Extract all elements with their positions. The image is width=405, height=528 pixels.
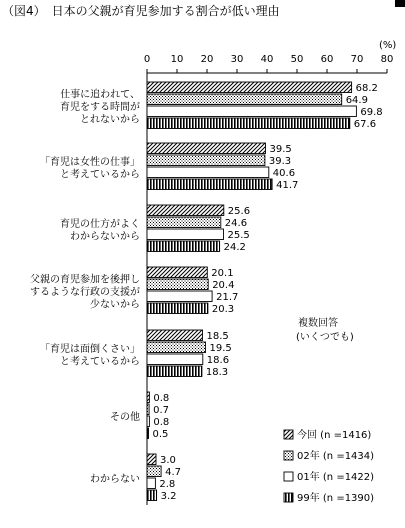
value-label: 25.5 [227,230,250,241]
annotation [296,316,354,343]
bar [147,241,220,252]
annotation-line-1: 複数回答 [298,318,338,329]
x-tick-label: 70 [350,54,364,65]
category-label: 「育児は面倒くさい」 [40,343,140,355]
x-tick-label: 20 [200,54,214,65]
bar [147,94,342,105]
value-label: 3.0 [160,455,176,466]
category-label: わからない [90,474,140,485]
bar [147,106,356,117]
bar [147,167,269,178]
bar [147,466,161,477]
annotation-line-2: (いくつでも) [296,332,354,343]
value-label: 25.6 [227,206,251,217]
x-tick-label: 10 [170,54,184,65]
category-label: 育児の仕方がよく [60,218,140,230]
bar [147,229,224,240]
bar [147,143,266,154]
bar [147,303,208,314]
value-label: 4.7 [165,467,182,478]
value-label: 24.2 [223,242,246,253]
value-label: 0.5 [152,429,169,440]
legend-label: 02年 (n =1434) [297,451,375,462]
legend-label: 今回 (n =1416) [297,430,372,441]
category-label: するような行政の支援が [30,287,140,298]
x-axis [144,54,394,73]
legend-swatch [284,430,293,439]
x-tick-label: 30 [230,54,244,65]
value-label: 40.6 [272,168,296,179]
bar [147,404,149,415]
bar [147,354,203,365]
value-label: 18.5 [206,331,229,342]
x-tick-label: 80 [380,54,394,65]
bar [147,279,208,290]
legend-swatch [284,451,293,460]
value-label: 0.8 [153,417,170,428]
bar [147,428,149,439]
value-label: 64.9 [345,95,368,106]
unit-label: (%) [379,40,397,51]
category-label: とれないから [80,114,140,126]
bar [147,82,352,93]
bar [147,490,157,501]
value-label: 68.2 [355,83,378,94]
legend-label: 01年 (n =1422) [297,472,375,483]
category-label: と考えているから [60,356,140,368]
category-label: 父親の育児参加を後押し [30,274,140,286]
value-label: 0.7 [153,405,170,416]
category-label: 仕事に追われて、 [60,89,140,101]
category-labels [30,88,140,486]
x-tick-label: 40 [260,54,274,65]
legend-swatch [284,493,293,502]
value-label: 20.1 [211,268,234,279]
value-label: 69.8 [360,107,383,118]
bar [147,205,224,216]
value-label: 39.5 [269,144,292,155]
bar [147,267,207,278]
bar [147,392,149,403]
category-label: わからないから [70,231,140,243]
x-tick-label: 50 [290,54,304,65]
category-label: 少ないから [90,299,140,311]
x-tick-label: 60 [320,54,334,65]
value-label: 39.3 [268,156,292,167]
category-label: 育児をする時間が [60,102,140,113]
category-label: その他 [110,412,140,423]
bar [147,217,221,228]
bar [147,342,206,353]
bar [147,155,265,166]
value-label: 19.5 [209,343,232,354]
value-label: 0.8 [153,393,170,404]
bar [147,454,156,465]
bar [147,330,203,341]
chart-title: （図4） 日本の父親が育児参加する割合が低い理由 [2,4,280,18]
value-label: 20.4 [212,280,235,291]
value-label: 67.6 [353,119,377,130]
category-label: 「育児は女性の仕事」 [40,156,140,168]
bar [147,366,202,377]
value-label: 2.8 [159,479,176,490]
x-tick-label: 0 [143,54,151,65]
value-label: 41.7 [276,180,299,191]
value-label: 21.7 [216,292,239,303]
value-label: 18.6 [206,355,230,366]
value-label: 3.2 [160,491,177,502]
value-label: 24.6 [224,218,248,229]
value-label: 18.3 [205,367,229,378]
category-label: と考えているから [60,169,140,181]
bar [147,179,272,190]
value-label: 20.3 [211,304,235,315]
legend-label: 99年 (n =1390) [297,493,375,504]
bar [147,416,149,427]
bar [147,291,212,302]
bar [147,478,155,489]
bar [147,118,350,129]
legend [284,428,374,504]
legend-swatch [284,472,293,481]
